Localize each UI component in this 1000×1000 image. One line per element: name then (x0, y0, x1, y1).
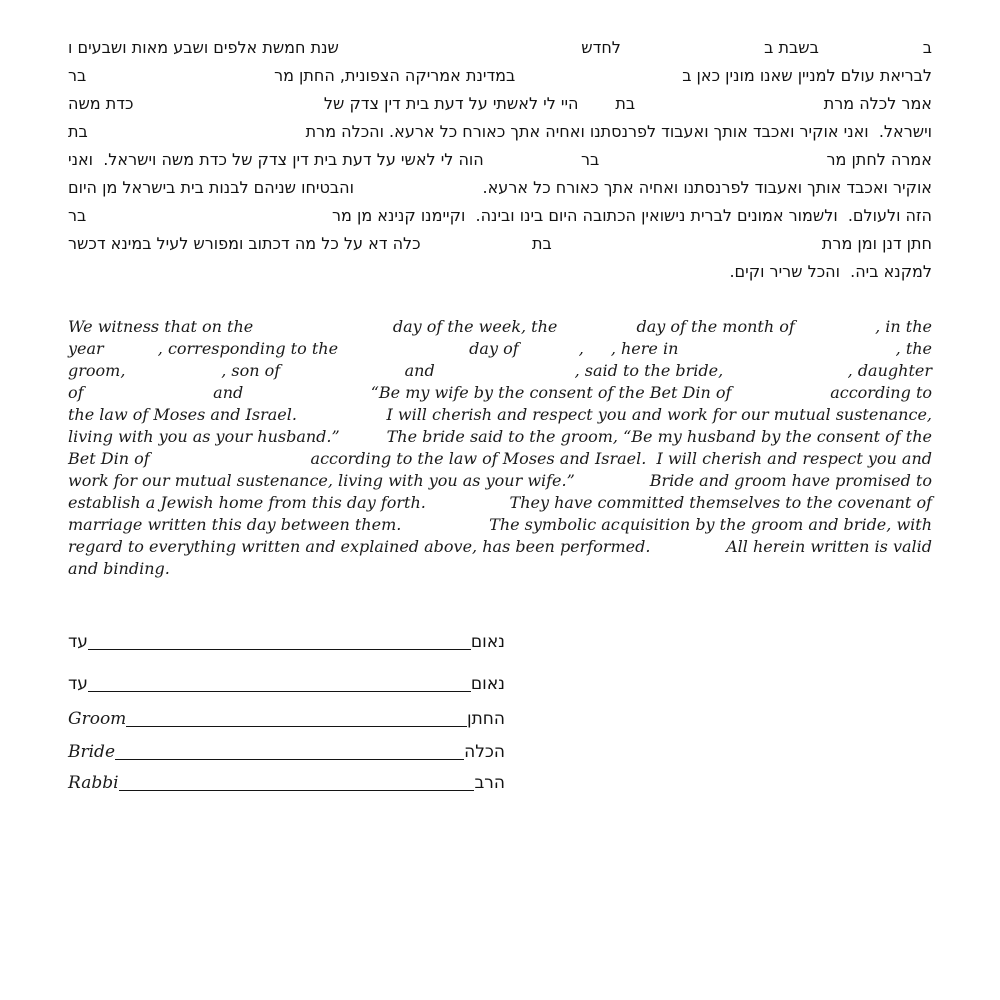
english-text-segment: day of (469, 339, 519, 358)
english-text-segment: We witness that on the (68, 317, 254, 336)
signature-label-right-groom: החתן (466, 709, 505, 729)
fill-in-blank (253, 331, 393, 332)
english-text-segment: year (68, 339, 104, 358)
fill-in-blank (243, 397, 370, 398)
fill-in-blank (339, 52, 581, 53)
hebrew-text-segment: למקנא ביה. והכל שריר וקים. (729, 262, 932, 281)
english-text-segment: and binding. (68, 559, 170, 578)
signature-row-groom (68, 709, 505, 729)
english-line-4 (68, 382, 932, 404)
fill-in-blank (104, 353, 158, 354)
hebrew-text-segment: כלה דא על כל מה דכתוב ומפורש לעיל במינא דכשר (68, 234, 421, 253)
english-line-3 (68, 360, 932, 382)
hebrew-text-segment: כדת משה (68, 94, 134, 113)
english-line-5 (68, 404, 932, 426)
fill-in-blank (584, 353, 611, 354)
fill-in-blank (426, 507, 510, 508)
english-text-segment: establish a Jewish home from this day forth. (68, 493, 426, 512)
english-text-segment: , said to the bride, (574, 361, 724, 380)
fill-in-blank (401, 529, 489, 530)
hebrew-line-1 (68, 34, 932, 62)
hebrew-line-3 (68, 90, 932, 118)
fill-in-blank (280, 375, 404, 376)
fill-in-blank (650, 551, 726, 552)
signature-line (115, 758, 464, 760)
signature-label-left-witness-1: עד (68, 632, 88, 652)
hebrew-text-segment: בת (531, 234, 552, 253)
english-text-segment: Bet Din of (68, 449, 150, 468)
fill-in-blank (557, 331, 636, 332)
english-text-segment: the law of Moses and Israel. (68, 405, 297, 424)
hebrew-text-segment: לבריאת עולם למניין שאנו מונין כאן ב (682, 66, 932, 85)
fill-in-blank (515, 80, 682, 81)
fill-in-blank (340, 441, 387, 442)
fill-in-blank (552, 248, 822, 249)
english-line-1 (68, 316, 932, 338)
english-text-segment: living with you as your husband.” (68, 427, 340, 446)
hebrew-text-segment: בשבת ב (764, 38, 819, 57)
english-line-8 (68, 470, 932, 492)
hebrew-line-6 (68, 174, 932, 202)
hebrew-text-segment: בר (68, 66, 87, 85)
signature-line (126, 725, 467, 727)
english-line-7 (68, 448, 932, 470)
fill-in-blank (519, 353, 579, 354)
signature-label-right-witness-2: נאום (470, 674, 505, 694)
fill-in-blank (125, 375, 221, 376)
fill-in-blank (795, 331, 875, 332)
signature-block (0, 632, 1000, 793)
hebrew-text-segment: אמרה לחתן מר (826, 150, 932, 169)
hebrew-text-segment: חתן דנן ומן מרת (821, 234, 932, 253)
english-text-segment: and (213, 383, 244, 402)
english-text-segment: The bride said to the groom, “Be my husband by the consent of the (386, 427, 932, 446)
signature-label-left-bride: Bride (68, 742, 115, 762)
hebrew-text-segment: וישראל. ואני אוקיר ואכבד אותך ואעבוד לפרנסתנו ואחיה אתך כאורח כל ארעא. והכלה מרת (305, 122, 932, 141)
english-line-12 (68, 558, 932, 580)
hebrew-line-4 (68, 118, 932, 146)
english-text-segment: , in the (875, 317, 932, 336)
fill-in-blank (297, 419, 387, 420)
fill-in-blank (484, 164, 581, 165)
hebrew-line-2 (68, 62, 932, 90)
signature-row-rabbi (68, 773, 505, 793)
english-text-segment: groom, (68, 361, 126, 380)
signature-label-left-rabbi: Rabbi (68, 773, 119, 793)
signature-label-right-witness-1: נאום (470, 632, 505, 652)
fill-in-blank (86, 220, 332, 221)
english-text-segment: day of the month of (636, 317, 795, 336)
english-text-segment: according to (830, 383, 932, 402)
signature-row-bride (68, 742, 505, 762)
fill-in-blank (723, 375, 847, 376)
english-text-segment: All herein written is valid (726, 537, 932, 556)
hebrew-text-segment: בת (615, 94, 636, 113)
english-text-segment: I will cherish and respect you and work for our mutual sustenance, (386, 405, 932, 424)
fill-in-blank (88, 136, 306, 137)
english-text-segment: , daughter (847, 361, 932, 380)
signature-row-witness-2 (68, 674, 505, 694)
hebrew-text-segment: בר (580, 150, 600, 169)
english-line-10 (68, 514, 932, 536)
english-text-segment: , corresponding to the (157, 339, 339, 358)
fill-in-blank (86, 80, 274, 81)
fill-in-blank (354, 192, 483, 193)
hebrew-text-segment: בת (68, 122, 88, 141)
hebrew-text-segment: היי לי לאשתי על דעת בית דין צדק של (323, 94, 579, 113)
signature-label-right-rabbi: הרב (474, 773, 505, 793)
english-line-6 (68, 426, 932, 448)
english-text-segment: , (578, 339, 584, 358)
english-text-segment: The symbolic acquisition by the groom and bride, with (489, 515, 932, 534)
fill-in-blank (731, 397, 830, 398)
fill-in-blank (599, 164, 826, 165)
fill-in-blank (84, 397, 214, 398)
fill-in-blank (435, 375, 575, 376)
english-text-segment: marriage written this day between them. (68, 515, 402, 534)
english-text-segment: “Be my wife by the consent of the Bet Din of (370, 383, 732, 402)
signature-label-right-bride: הכלה (464, 742, 505, 762)
hebrew-text-segment: שנת חמשת אלפים ושבע מאות ושבעים ו (68, 38, 339, 57)
fill-in-blank (678, 353, 895, 354)
english-text-segment: They have committed themselves to the covenant of (509, 493, 932, 512)
fill-in-blank (150, 463, 311, 464)
english-text-segment: , here in (610, 339, 679, 358)
hebrew-text-segment: לחדש (581, 38, 621, 57)
fill-in-blank (421, 248, 532, 249)
hebrew-text-block (0, 0, 1000, 286)
hebrew-text-segment: הוה לי לאשי על דעת בית דין צדק של כדת משה וישראל. ואני (68, 150, 484, 169)
english-text-segment: , the (895, 339, 933, 358)
fill-in-blank (621, 52, 764, 53)
english-text-segment: of (68, 383, 84, 402)
english-text-segment: day of the week, the (392, 317, 558, 336)
hebrew-text-segment: ב (922, 38, 932, 57)
fill-in-blank (575, 485, 650, 486)
hebrew-text-segment: בר (68, 206, 87, 225)
english-text-segment: and (404, 361, 435, 380)
hebrew-text-segment: הזה ולעולם. ולשמור אמונים לברית נישואין הכתובה היום בינו ובינה. וקיימנו קנינא מן מר (332, 206, 932, 225)
hebrew-line-9 (68, 258, 932, 286)
fill-in-blank (133, 108, 323, 109)
fill-in-blank (819, 52, 923, 53)
hebrew-text-segment: במדינת אמריקה הצפונית, החתן מר (274, 66, 516, 85)
english-text-segment: , son of (221, 361, 281, 380)
signature-line (119, 789, 475, 791)
hebrew-line-7 (68, 202, 932, 230)
hebrew-text-segment: אמר לכלה מרת (823, 94, 932, 113)
english-line-2 (68, 338, 932, 360)
english-text-segment: Bride and groom have promised to (649, 471, 932, 490)
fill-in-blank (635, 108, 824, 109)
english-text-segment: work for our mutual sustenance, living with you as your wife.” (68, 471, 575, 490)
signature-label-left-witness-2: עד (68, 674, 88, 694)
english-text-segment: according to the law of Moses and Israel. I will cherish and respect you and (310, 449, 932, 468)
english-line-11 (68, 536, 932, 558)
fill-in-blank (338, 353, 469, 354)
fill-in-blank (579, 108, 616, 109)
hebrew-line-8 (68, 230, 932, 258)
english-text-segment: regard to everything written and explained above, has been performed. (68, 537, 651, 556)
signature-line (88, 690, 471, 692)
signature-label-left-groom: Groom (68, 709, 127, 729)
hebrew-line-5 (68, 146, 932, 174)
english-text-block (0, 316, 1000, 580)
english-line-9 (68, 492, 932, 514)
signature-row-witness-1 (68, 632, 505, 652)
signature-line (88, 648, 471, 650)
hebrew-text-segment: אוקיר ואכבד אותך ואעבוד לפרנסתנו ואחיה אתך כאורח כל ארעא. (482, 178, 932, 197)
hebrew-text-segment: והבטיחו שניהם לבנות בית בישראל מן היום (68, 178, 354, 197)
